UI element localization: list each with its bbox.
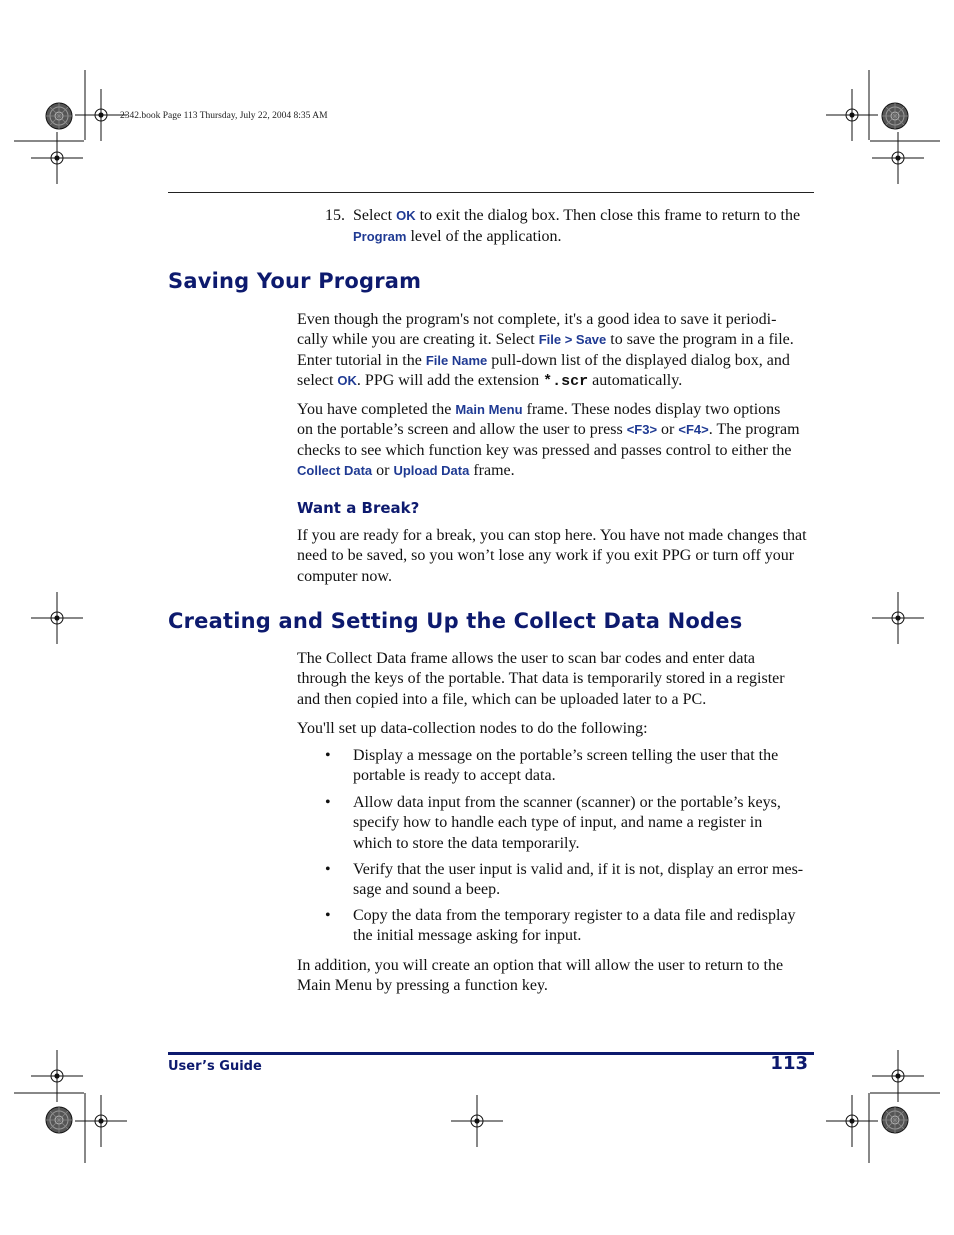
bullet-marker: • — [325, 794, 331, 811]
file-save-label: File > Save — [538, 332, 607, 348]
step-15-line-2: Program level of the application. — [353, 228, 562, 245]
bullet-marker: • — [325, 861, 331, 878]
extension-code: *.scr — [543, 372, 589, 390]
upload-data-label: Upload Data — [393, 462, 470, 478]
ok-label: OK — [396, 208, 416, 223]
bullet-marker: • — [325, 747, 331, 764]
collect-paragraph-1: The Collect Data frame allows the user to scan bar codes and enter data through the keys of the portable. That data is temporarily stored in a register and then copied into a file, which can be uploaded later to a PC. — [297, 650, 785, 708]
footer-rule — [168, 1052, 814, 1055]
f4-key-label: <F4> — [678, 422, 709, 438]
saving-paragraph-1: Even though the program's not complete, it's a good idea to save it periodi- cally while you are creating it. Select File > Save to save the program in a file. Enter tutorial in the File Name pull-down list of the displayed dialog box, and select OK. PPG will add the extension *.scr automatically. — [297, 311, 794, 390]
list-item: Display a message on the portable’s screen telling the user that the portable is ready to accept data. — [353, 747, 779, 785]
list-item: Copy the data from the temporary register to a data file and redisplay the initial message asking for input. — [353, 907, 796, 945]
page-number: 113 — [770, 1053, 808, 1074]
main-menu-label: Main Menu — [455, 402, 523, 417]
collect-data-label: Collect Data — [297, 462, 373, 478]
file-name-label: File Name — [425, 352, 488, 368]
list-item: Allow data input from the scanner (scanner) or the portable’s keys, specify how to handle each type of input, and name a register in which to store the data temporarily. — [353, 794, 781, 852]
header-rule — [168, 192, 814, 193]
section-heading-saving: Saving Your Program — [168, 269, 422, 293]
bullet-marker: • — [325, 907, 331, 924]
program-label: Program — [353, 229, 407, 244]
saving-paragraph-2: You have completed the Main Menu frame. These nodes display two options on the portable’s screen and allow the user to press <F3> or <F4>. The program checks to see which function key was pressed and passes control to either the Collect Data or Upload Data frame. — [297, 401, 800, 479]
break-paragraph: If you are ready for a break, you can stop here. You have not made changes that need to be saved, so you won’t lose any work if you exit PPG or turn off your computer now. — [297, 527, 807, 585]
section-heading-collect-data: Creating and Setting Up the Collect Data Nodes — [168, 609, 743, 633]
step-15-line-1: Select OK to exit the dialog box. Then close this frame to return to the — [353, 207, 801, 224]
print-stamp: 2342.book Page 113 Thursday, July 22, 2004 8:35 AM — [120, 111, 328, 121]
ok-label: OK — [337, 372, 357, 388]
subheading-want-a-break: Want a Break? — [297, 499, 420, 517]
footer-title: User’s Guide — [168, 1059, 262, 1074]
step-number: 15. — [325, 207, 345, 224]
closing-paragraph: In addition, you will create an option that will allow the user to return to the Main Menu by pressing a function key. — [297, 957, 784, 995]
f3-key-label: <F3> — [626, 422, 658, 438]
collect-intro: You'll set up data-collection nodes to do the following: — [297, 720, 648, 737]
list-item: Verify that the user input is valid and, if it is not, display an error mes- sage and sound a beep. — [353, 861, 804, 899]
